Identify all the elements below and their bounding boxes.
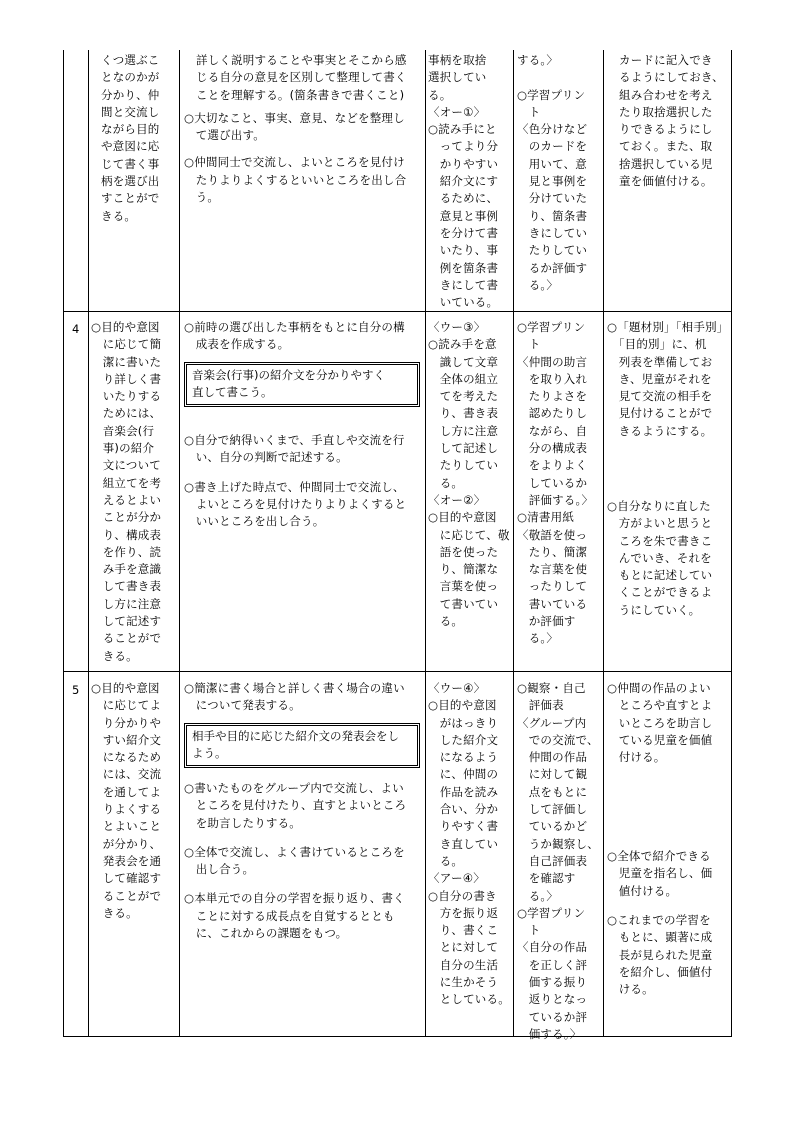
method-cell: [517, 680, 601, 1043]
activities-cell: [184, 319, 422, 354]
evaluation-cell: [428, 680, 512, 1009]
support-text: ○仲間の作品のよい ところや直すとよ いところを助言し ている児童を価値 付ける。: [607, 681, 713, 765]
support-text: ○「題材別」「相手別」 「目的別」に、机 列表を準備してお き、児童がそれを 見て交流の相手を 見付けることがで きるようにする。: [607, 320, 729, 438]
table-border-bottom: [63, 1036, 732, 1037]
table-border-right: [731, 50, 732, 1037]
activity-item: ○仲間同士で交流し、よいところを見付け たりよりよくするといいところを出し合 う。: [184, 155, 407, 205]
evaluation-text: 〈ウー③〉 ○読み手を意 識して文章 全体の組立 てを考えた り、書き表 し方に注意 して記述し たりしてい る。 〈オー②〉 ○目的や意図 に応じて、敬 語を使った り、簡潔な 言葉を使っ て書いてい る。: [428, 320, 510, 629]
table-divider: [513, 50, 514, 1037]
activity-item: ○書いたものをグループ内で交流し、よい ところを見付けたり、直すとよいところ を助言したりする。: [184, 781, 407, 830]
task-text: 音楽会(行事)の紹介文を分かりやすく 直して書こう。: [192, 368, 385, 400]
row-divider: [63, 671, 732, 672]
support-cell: [607, 52, 729, 190]
support-text: ○自分なりに直した 方がよいと思うと ころを朱で書きこ んでいき、それを もとに記述してい くことができるよ うにしていく。: [607, 499, 713, 617]
lesson-task-box: [184, 362, 420, 407]
evaluation-cell: [428, 319, 512, 630]
support-cell: [607, 848, 729, 900]
support-cell: [607, 319, 729, 440]
support-cell: [607, 498, 729, 619]
activity-item: ○本単元での自分の学習を振り返り、書く ことに対する成長点を自覚するととも に、これからの課題をもつ。: [184, 891, 405, 941]
method-cell: [517, 52, 601, 294]
goal-cell: [101, 52, 177, 225]
task-text: 相手や目的に応じた紹介文の発表会をし よう。: [192, 729, 399, 761]
goal-cell: [91, 319, 177, 665]
support-text: ○全体で紹介できる 児童を指名し、価 値付ける。: [607, 849, 713, 898]
support-text: カードに記入でき るようにしておき、 組み合わせを考え たり取捨選択した りできるようにし ておく。また、取 捨選択している児 童を価値付ける。: [619, 53, 724, 189]
method-text: ○観察・自己 評価表 〈グループ内 での交流で、 仲間の作品 に対して観 点をもとに して評価し ているかど うか観察し、 自己評価表 を確認す る。〉 ○学習プリン ト 〈自分の作品 を正しく評 価する振り 返りとなっ ているか評 価する。〉: [517, 681, 599, 1041]
method-text: ○学習プリン ト 〈仲間の助言 を取り入れ たりよさを 認めたりし ながら、自 分の構成表 をよりよく しているか 評価する。〉 ○清書用紙 〈敬語を使っ たり、簡潔 な言葉を使 ったりして 書いている か評価す る。〉: [517, 320, 594, 646]
table-divider: [603, 50, 604, 1037]
activity-item: 詳しく説明することや事実とそこから感 じる自分の意見を区別して整理して書く ことを理解する。(箇条書きで書くこと): [196, 53, 407, 102]
row-number: 4: [72, 322, 80, 336]
activity-item: ○前時の選び出した事柄をもとに自分の構 成表を作成する。: [184, 320, 405, 352]
activities-cell: [184, 680, 422, 715]
table-border-left: [63, 50, 64, 1037]
activity-item: ○大切なこと、事実、意見、などを整理し て選び出す。: [184, 110, 405, 143]
lesson-task-box: [184, 723, 420, 768]
method-text: する。〉 ○学習プリン ト 〈色分けなど のカードを 用いて、意 見と事例を 分けていた り、箇条書 きにしてい たりしてい るか評価す る。〉: [517, 53, 588, 292]
evaluation-text: 事柄を取捨 選択してい る。 〈オー①〉 ○読み手にと ってより分 かりやすい 紹介文にす るために、 意見と事例 を分けて書 いたり、事 例を箇条書 きにして書 いている。: [428, 53, 499, 310]
goal-text: くつ選ぶこ となのかが 分かり、仲 間と交流し ながら目的 や意図に応 じて書く事 柄を選び出 すことがで きる。: [101, 53, 160, 223]
activities-cell: [184, 780, 422, 942]
activity-item: ○書き上げた時点で、仲間同士で交流し、 よいところを見付けたりよりよくすると いいところを出し合う。: [184, 479, 407, 529]
evaluation-text: 〈ウー④〉 ○目的や意図 がはっきり した紹介文 になるよう に、仲間の 作品を読み 合い、分か りやすく書 き直してい る。 〈アー④〉 ○自分の書き 方を振り返 り、書くこ とに対して 自分の生活 に生かそう としている。: [428, 681, 510, 1007]
support-cell: [607, 912, 729, 998]
goal-cell: [91, 680, 177, 922]
table-divider: [179, 50, 180, 1037]
activities-cell: [184, 432, 422, 530]
activity-item: ○自分で納得いくまで、手直しや交流を行 い、自分の判断で記述する。: [184, 433, 405, 465]
activity-item: ○全体で交流し、よく書けているところを 出し合う。: [184, 844, 405, 877]
goal-text: ○目的や意図 に応じてよ り分かりや すい紹介文 になるため には、交流 を通してよ りよくする とよいこと が分かり、 発表会を通 して確認す ることがで きる。: [91, 681, 162, 920]
goal-text: ○目的や意図 に応じて簡 潔に書いた り詳しく書 いたりする ためには、 音楽会(行 事)の紹介 文について 組立てを考 えるとよい ことが分か り、構成表 を作り、読 み手を意識 して書き表 し方に注意 して記述す ることがで きる。: [91, 320, 162, 663]
evaluation-cell: [428, 52, 512, 311]
support-text: ○これまでの学習を もとに、顕著に成 長が見られた児童 を紹介し、価値付 ける。: [607, 913, 713, 997]
table-divider: [88, 50, 89, 1037]
row-number: 5: [72, 683, 80, 697]
table-divider: [425, 50, 426, 1037]
activity-item: ○簡潔に書く場合と詳しく書く場合の違い について発表する。: [184, 681, 405, 713]
support-cell: [607, 680, 729, 766]
method-cell: [517, 319, 601, 648]
row-divider: [63, 311, 732, 312]
activities-cell: [184, 52, 422, 206]
